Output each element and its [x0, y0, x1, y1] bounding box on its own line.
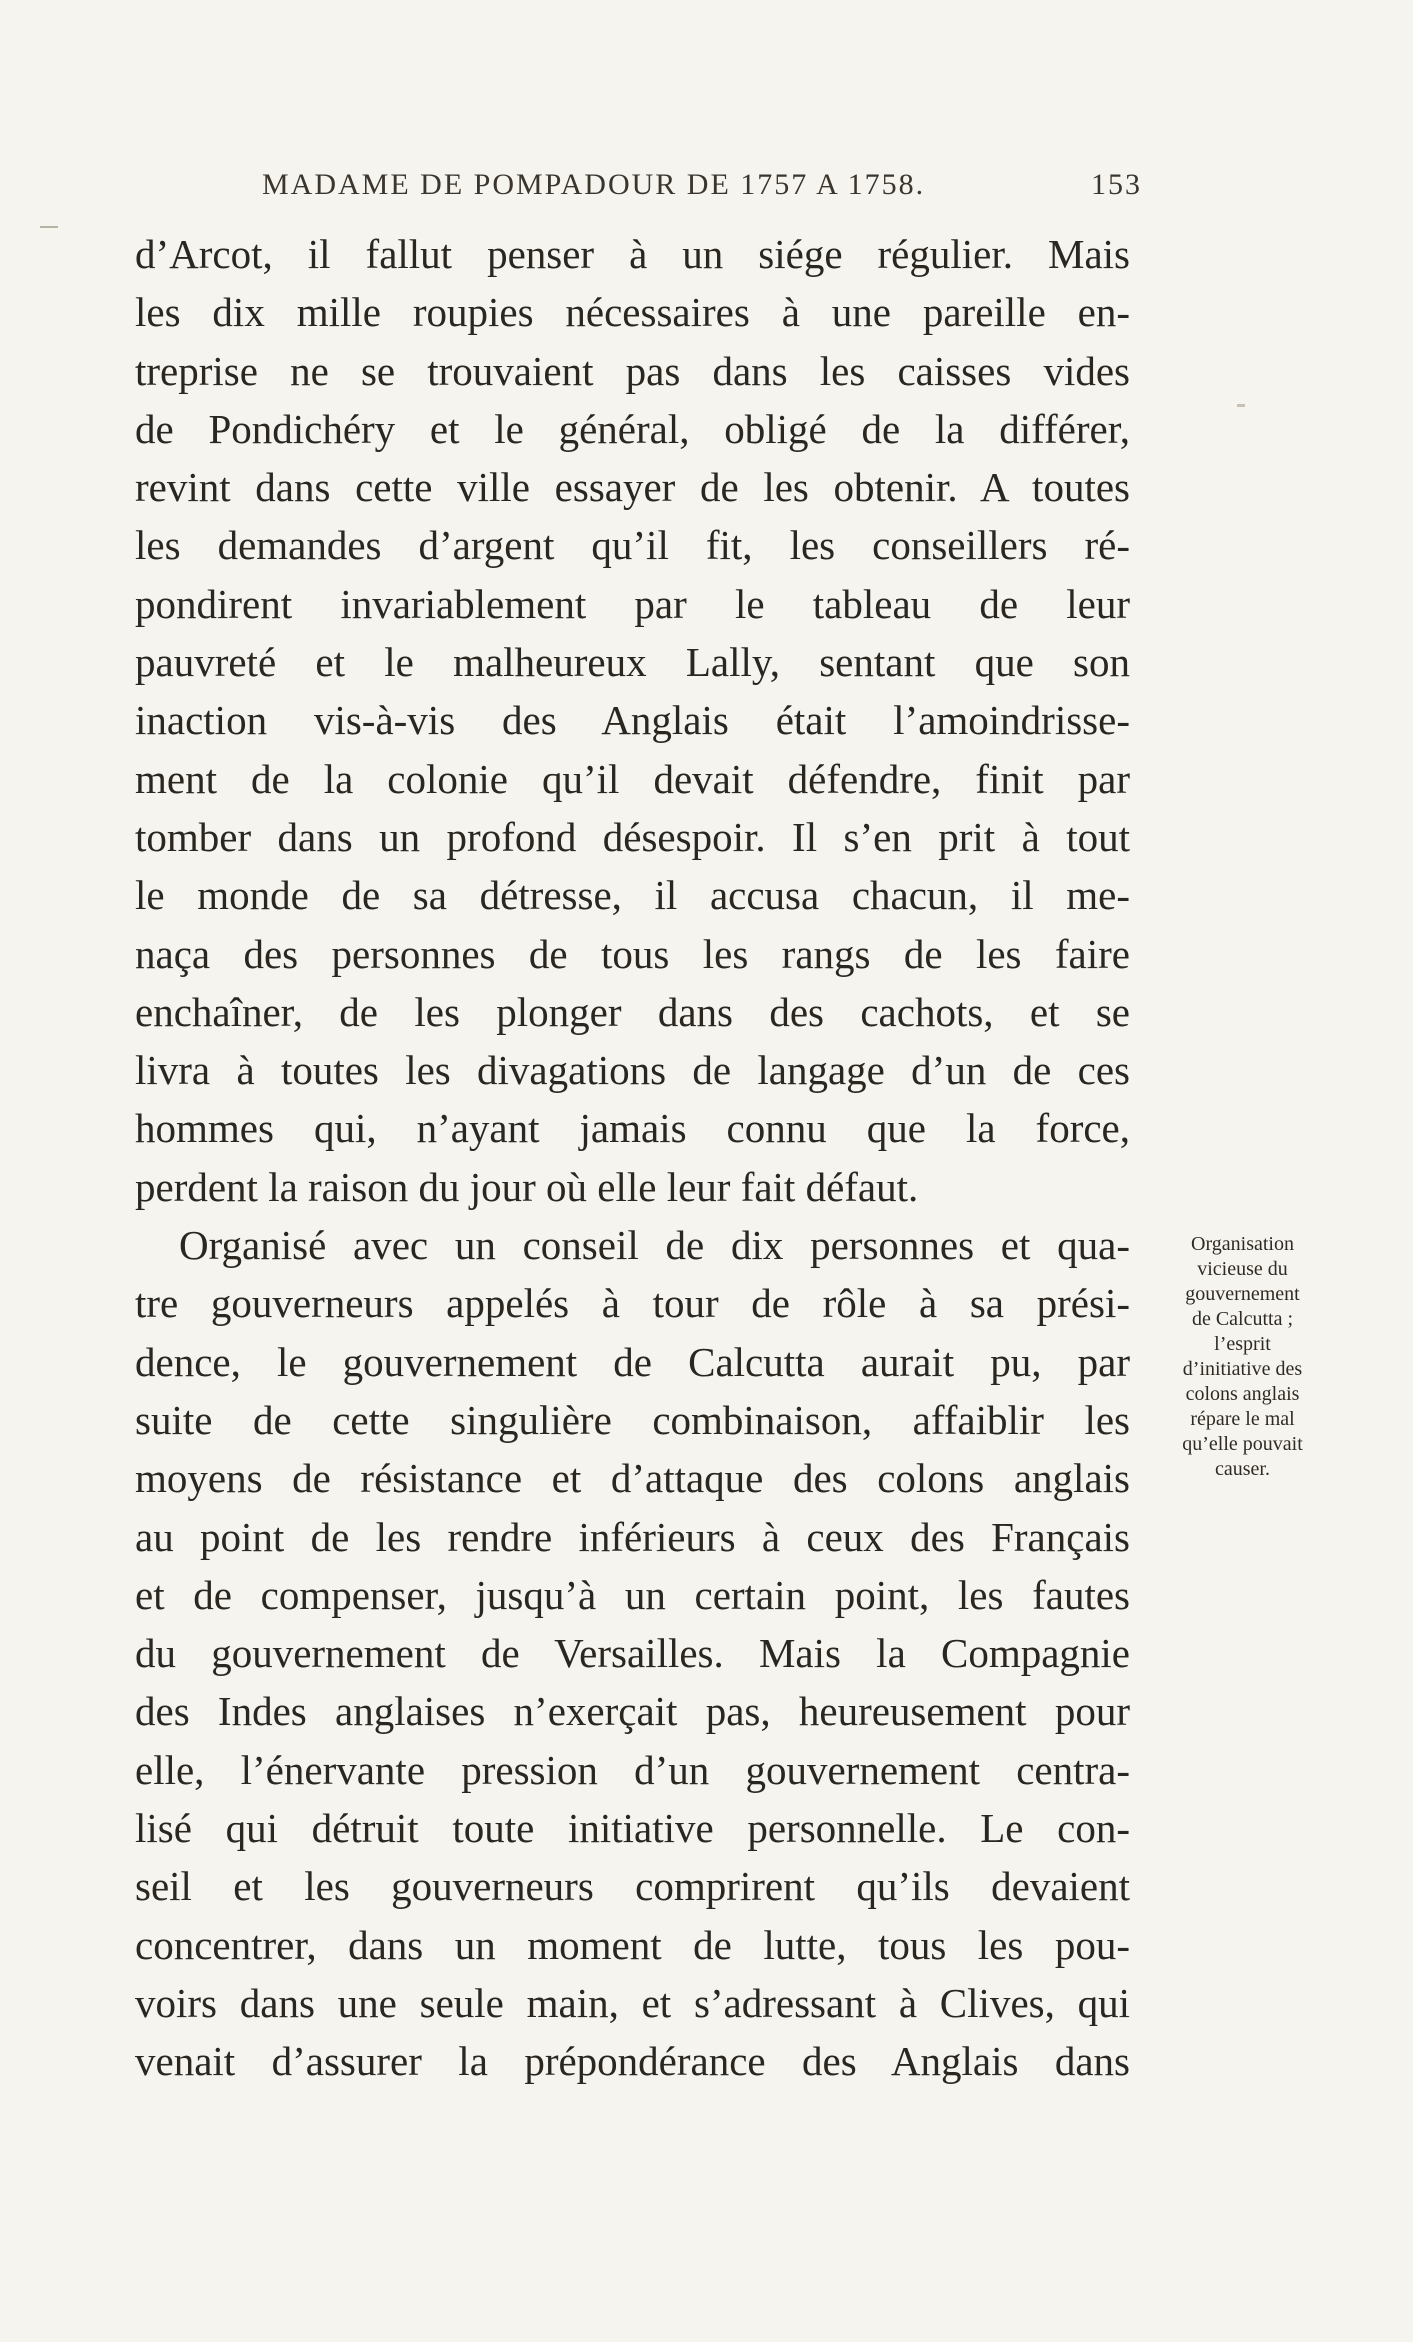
- text-line: des Indes anglaises n’exerçait pas, heureusement pour: [135, 1688, 1130, 1735]
- text-line: et de compenser, jusqu’à un certain point, les fautes: [135, 1571, 1130, 1618]
- text-line: au point de les rendre inférieurs à ceux des Français: [135, 1513, 1130, 1560]
- text-line: d’Arcot, il fallut penser à un siége régulier. Mais: [135, 231, 1130, 277]
- text-line: livra à toutes les divagations de langage d’un de ces: [135, 1047, 1130, 1094]
- text-line: voirs dans une seule main, et s’adressant à Clives, qui: [135, 1979, 1130, 2026]
- text-line: elle, l’énervante pression d’un gouvernement centra-: [135, 1746, 1130, 1793]
- text-line: enchaîner, de les plonger dans des cachots, et se: [135, 988, 1130, 1035]
- text-line: venait d’assurer la prépondérance des Anglais dans: [135, 2038, 1130, 2085]
- margin-note-line: gouvernement: [1185, 1283, 1300, 1305]
- text-line: pauvreté et le malheureux Lally, sentant que son: [135, 639, 1130, 686]
- margin-note-line: vicieuse du: [1197, 1258, 1288, 1280]
- margin-note-line: causer.: [1215, 1458, 1270, 1480]
- margin-note-line: colons anglais: [1185, 1383, 1300, 1405]
- text-line: tre gouverneurs appelés à tour de rôle à sa prési-: [135, 1280, 1130, 1327]
- text-line: revint dans cette ville essayer de les obtenir. A toutes: [135, 464, 1130, 511]
- text-line: lisé qui détruit toute initiative personnelle. Le con-: [135, 1805, 1130, 1852]
- print-speck: [1237, 404, 1245, 407]
- running-head: [262, 168, 1142, 202]
- body-text: [135, 225, 1130, 2091]
- text-line: concentrer, dans un moment de lutte, tous les pou-: [135, 1921, 1130, 1968]
- paragraph-start-line: Organisé avec un conseil de dix personnes et qua-: [179, 1222, 1130, 1269]
- text-line: les dix mille roupies nécessaires à une pareille en-: [135, 289, 1130, 336]
- text-line: inaction vis-à-vis des Anglais était l’amoindrisse-: [135, 697, 1130, 744]
- text-line: suite de cette singulière combinaison, affaiblir les: [135, 1396, 1130, 1443]
- text-line: hommes qui, n’ayant jamais connu que la force,: [135, 1105, 1130, 1152]
- text-line: tomber dans un profond désespoir. Il s’en prit à tout: [135, 813, 1130, 860]
- margin-note-line: Organisation: [1191, 1233, 1294, 1255]
- margin-note-line: de Calcutta ;: [1191, 1308, 1294, 1330]
- text-line: dence, le gouvernement de Calcutta aurait pu, par: [135, 1338, 1130, 1385]
- text-line: treprise ne se trouvaient pas dans les caisses vides: [135, 347, 1130, 394]
- text-line: de Pondichéry et le général, obligé de la différer,: [135, 405, 1130, 452]
- text-line: le monde de sa détresse, il accusa chacun, il me-: [135, 872, 1130, 919]
- text-line: pondirent invariablement par le tableau de leur: [135, 580, 1130, 627]
- margin-dash-mark: [40, 226, 58, 228]
- running-title: MADAME DE POMPADOUR DE 1757 A 1758.: [262, 168, 926, 201]
- text-line: naça des personnes de tous les rangs de les faire: [135, 930, 1130, 977]
- margin-note: [1140, 1232, 1345, 1482]
- margin-note-line: qu’elle pouvait: [1182, 1433, 1303, 1455]
- text-line: moyens de résistance et d’attaque des colons anglais: [135, 1455, 1130, 1502]
- text-line: les demandes d’argent qu’il fit, les conseillers ré-: [135, 522, 1130, 569]
- paragraph-end-line: perdent la raison du jour où elle leur fait défaut.: [135, 1163, 919, 1210]
- text-line: du gouvernement de Versailles. Mais la Compagnie: [135, 1630, 1130, 1677]
- margin-note-line: l’esprit: [1214, 1333, 1271, 1355]
- text-line: seil et les gouverneurs comprirent qu’ils devaient: [135, 1863, 1130, 1910]
- page-number: 153: [1091, 168, 1142, 201]
- margin-note-line: d’initiative des: [1182, 1358, 1303, 1380]
- text-line: ment de la colonie qu’il devait défendre, finit par: [135, 755, 1130, 802]
- margin-note-line: répare le mal: [1190, 1408, 1295, 1430]
